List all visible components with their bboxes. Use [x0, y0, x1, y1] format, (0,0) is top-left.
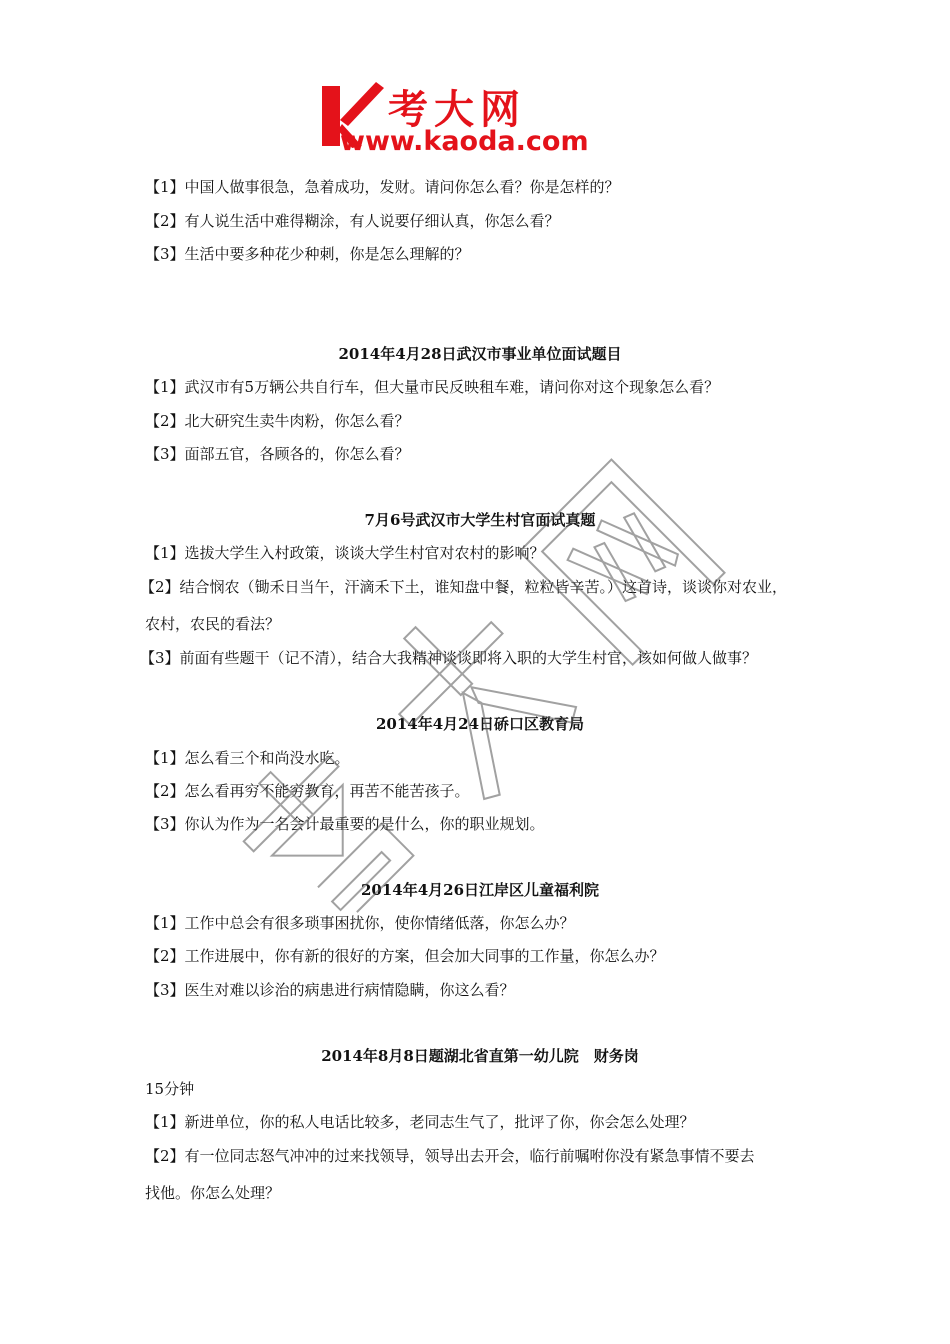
question-line: 15分钟 [145, 1080, 195, 1098]
section-title: 7月6号武汉市大学生村官面试真题 [364, 511, 596, 529]
question-line: 【2】怎么看再穷不能穷教育，再苦不能苦孩子。 [145, 782, 470, 800]
section-title: 2014年4月24日硚口区教育局 [375, 715, 585, 733]
question-line: 【1】武汉市有5万辆公共自行车，但大量市民反映租车难，请问你对这个现象怎么看？ [145, 378, 720, 396]
question-line: 【2】有一位同志怒气冲冲的过来找领导，领导出去开会，临行前嘱咐你没有紧急事情不要去 [145, 1147, 755, 1165]
question-line: 【1】中国人做事很急，急着成功，发财。请问你怎么看？你是怎样的？ [145, 178, 620, 196]
question-line: 【2】北大研究生卖牛肉粉，你怎么看？ [145, 412, 410, 430]
section-title: 2014年8月8日题湖北省直第一幼儿院 财务岗 [321, 1047, 639, 1065]
watermark-glyph [519, 460, 724, 665]
question-line: 【3】医生对难以诊治的病患进行病情隐瞒，你这么看？ [145, 981, 515, 999]
question-line: 【3】前面有些题干（记不清），结合大我精神谈谈即将入职的大学生村官，该如何做人做事？ [140, 649, 758, 667]
logo-cn-text: 考大网 [388, 87, 526, 133]
watermark-glyph [364, 587, 582, 805]
question-line: 农村，农民的看法？ [145, 615, 281, 633]
section-title: 2014年4月26日江岸区儿童福利院 [360, 881, 600, 899]
question-line: 【3】生活中要多种花少种刺，你是怎么理解的？ [145, 245, 470, 263]
question-line: 【1】新进单位，你的私人电话比较多，老同志生气了，批评了你，你会怎么处理？ [145, 1113, 695, 1131]
kaoda-logo [318, 80, 640, 160]
question-line: 【1】选拔大学生入村政策，谈谈大学生村官对农村的影响？ [145, 544, 545, 562]
question-line: 【2】有人说生活中难得糊涂，有人说要仔细认真，你怎么看？ [145, 212, 560, 230]
question-line: 【3】你认为作为一名会计最重要的是什么，你的职业规划。 [145, 815, 545, 833]
question-line: 【2】结合悯农（锄禾日当午，汗滴禾下土，谁知盘中餐，粒粒皆辛苦。）这首诗，谈谈你对农业， [140, 578, 788, 596]
logo-url-text: www.kaoda.com [340, 126, 589, 157]
question-line: 【3】面部五官，各顾各的，你怎么看？ [145, 445, 410, 463]
section-title: 2014年4月28日武汉市事业单位面试题目 [338, 345, 622, 363]
question-line: 找他。你怎么处理？ [145, 1184, 281, 1202]
question-line: 【1】怎么看三个和尚没水吃。 [145, 749, 350, 767]
question-line: 【2】工作进展中，你有新的很好的方案，但会加大同事的工作量，你怎么办？ [145, 947, 665, 965]
question-line: 【1】工作中总会有很多琐事困扰你，使你情绪低落，你怎么办？ [145, 914, 575, 932]
